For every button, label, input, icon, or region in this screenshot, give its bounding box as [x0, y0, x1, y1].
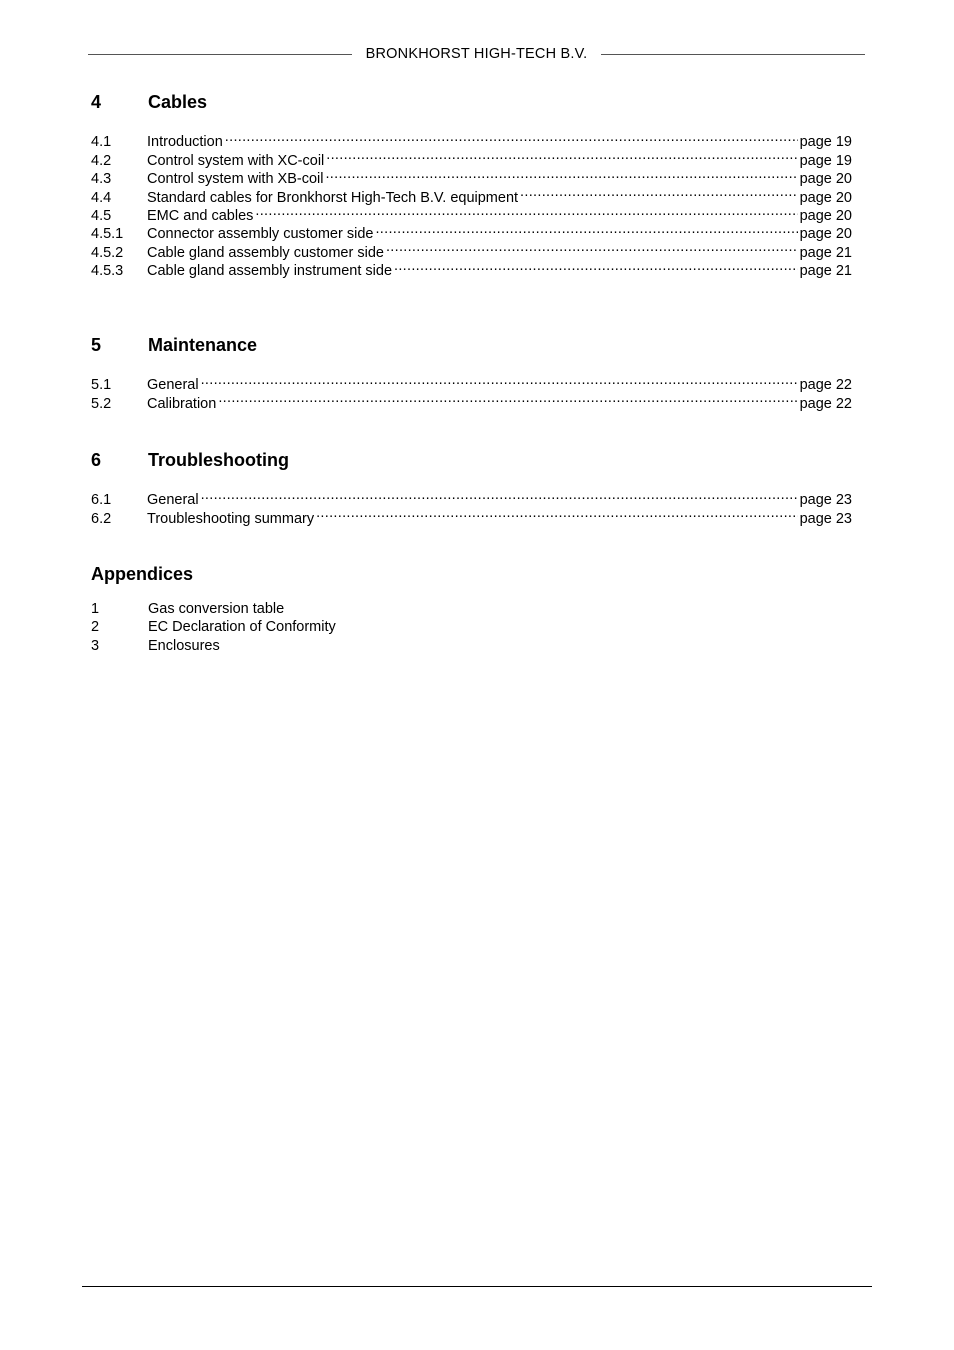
toc-entry-label: General — [147, 492, 199, 509]
appendix-item[interactable] — [91, 600, 852, 618]
page-header — [88, 44, 865, 64]
dot-leader — [255, 202, 797, 220]
dot-leader — [225, 128, 798, 146]
toc-entry-number: 4.2 — [91, 152, 112, 169]
toc-entry-page: page 21 — [799, 244, 852, 261]
toc-entry[interactable] — [91, 128, 852, 151]
section-heading — [91, 448, 852, 472]
toc-entry-number: 6.2 — [91, 510, 112, 527]
dot-leader — [316, 504, 797, 522]
toc-section-cables — [91, 90, 852, 280]
section-title: Troubleshooting — [148, 450, 289, 470]
toc-section-maintenance — [91, 333, 852, 412]
toc-entry-label: Standard cables for Bronkhorst High-Tech B.V. equipment — [147, 189, 519, 206]
toc-entry[interactable] — [91, 371, 852, 394]
toc-entry-page: page 23 — [799, 510, 852, 527]
toc-entry-label: Calibration — [147, 395, 217, 412]
toc-list — [91, 128, 852, 280]
section-title: Appendices — [91, 564, 194, 584]
appendix-label: EC Declaration of Conformity — [148, 619, 336, 636]
toc-entry-number: 6.1 — [91, 492, 112, 509]
dot-leader — [386, 238, 798, 256]
toc-entry-label: Control system with XC-coil — [147, 152, 325, 169]
toc-entry-number: 4.5.3 — [91, 263, 124, 280]
footer-rule — [82, 1286, 872, 1287]
toc-entry-number: 4.4 — [91, 189, 112, 206]
toc-entry-label: Introduction — [147, 134, 223, 151]
header-rule-right — [601, 54, 865, 55]
toc-entry[interactable] — [91, 389, 852, 412]
toc-entry-label: EMC and cables — [147, 207, 254, 224]
appendix-number: 1 — [91, 601, 100, 617]
section-number: 5 — [91, 335, 102, 355]
dot-leader — [201, 371, 798, 389]
toc-entry-label: General — [147, 377, 199, 394]
section-number: 4 — [91, 92, 102, 112]
toc-list — [91, 486, 852, 527]
toc-entry-page: page 19 — [799, 134, 852, 151]
toc-section-appendices — [91, 562, 852, 655]
toc-entry-label: Troubleshooting summary — [147, 510, 315, 527]
toc-entry-label: Control system with XB-coil — [147, 171, 324, 188]
toc-entry-page: page 20 — [799, 171, 852, 188]
appendix-number: 3 — [91, 637, 100, 654]
toc-entry-label: Connector assembly customer side — [147, 226, 374, 243]
appendix-item[interactable] — [91, 618, 852, 636]
toc-entry-number: 4.1 — [91, 134, 112, 151]
toc-entry-number: 4.3 — [91, 171, 112, 188]
dot-leader — [326, 146, 797, 164]
toc-list — [91, 371, 852, 412]
dot-leader — [325, 165, 797, 183]
toc-entry-page: page 23 — [799, 492, 852, 509]
toc-entry[interactable] — [91, 504, 852, 527]
toc-entry-page: page 19 — [799, 152, 852, 169]
section-title: Maintenance — [148, 335, 258, 355]
toc-entry[interactable] — [91, 486, 852, 509]
appendix-number: 2 — [91, 619, 100, 636]
toc-entry-number: 4.5 — [91, 207, 112, 224]
dot-leader — [375, 220, 797, 238]
toc-entry-number: 4.5.2 — [91, 244, 124, 261]
toc-entry-page: page 21 — [799, 263, 852, 280]
toc-entry-page: page 22 — [799, 395, 852, 412]
dot-leader — [394, 257, 798, 275]
toc-entry-label: Cable gland assembly instrument side — [147, 263, 393, 280]
appendix-label: Gas conversion table — [148, 601, 285, 617]
section-number: 6 — [91, 450, 102, 470]
toc-entry-page: page 20 — [799, 189, 852, 206]
toc-entry-page: page 20 — [799, 207, 852, 224]
appendix-item[interactable] — [91, 637, 852, 655]
appendix-list — [91, 600, 852, 655]
header-company-name: BRONKHORST HIGH-TECH B.V. — [365, 46, 588, 62]
toc-entry-number: 5.2 — [91, 395, 112, 412]
toc-entry-page: page 20 — [799, 226, 852, 243]
toc-entry-label: Cable gland assembly customer side — [147, 244, 384, 261]
section-heading — [91, 333, 852, 357]
dot-leader — [218, 389, 797, 407]
section-heading — [91, 562, 852, 586]
toc-entry-number: 5.1 — [91, 377, 112, 394]
dot-leader — [201, 486, 798, 504]
section-heading — [91, 90, 852, 114]
toc-entry-page: page 22 — [799, 377, 852, 394]
appendix-label: Enclosures — [148, 637, 220, 654]
section-title: Cables — [148, 92, 208, 112]
toc-entry-number: 4.5.1 — [91, 226, 124, 243]
toc-section-troubleshooting — [91, 448, 852, 527]
header-rule-left — [88, 54, 352, 55]
dot-leader — [520, 183, 798, 201]
